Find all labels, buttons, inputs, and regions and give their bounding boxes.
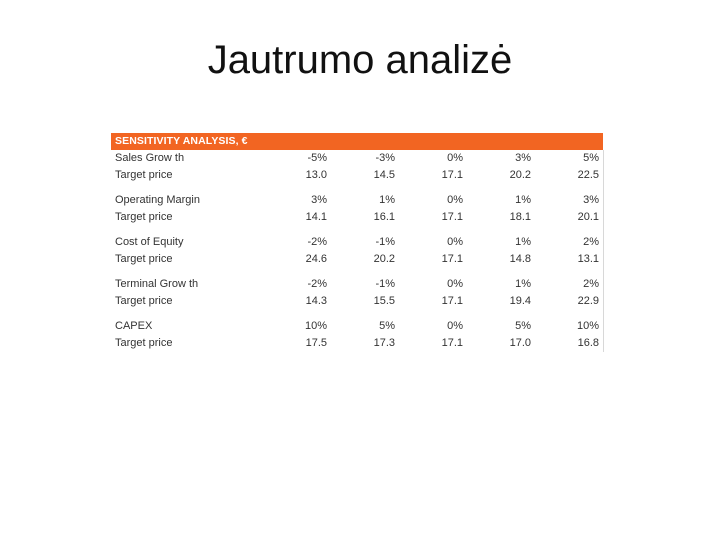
table-row: [111, 293, 603, 310]
sensitivity-grid: [111, 150, 603, 352]
target-price-cell: 22.5: [577, 169, 599, 181]
target-price-cell: 20.2: [373, 253, 395, 265]
sensitivity-table: [111, 133, 603, 352]
target-price-label: Target price: [115, 211, 173, 223]
table-row: [111, 335, 603, 352]
driver-value-cell: 3%: [515, 152, 531, 164]
table-header: SENSITIVITY ANALYSIS, €: [111, 133, 603, 150]
target-price-cell: 14.8: [509, 253, 531, 265]
driver-value-cell: 0%: [447, 320, 463, 332]
driver-value-cell: 2%: [583, 278, 599, 290]
target-price-cell: 20.2: [509, 169, 531, 181]
driver-label: Operating Margin: [115, 194, 200, 206]
driver-value-cell: -2%: [307, 236, 327, 248]
driver-value-cell: 0%: [447, 236, 463, 248]
target-price-cell: 13.0: [305, 169, 327, 181]
driver-label: Sales Grow th: [115, 152, 185, 164]
table-row: [111, 268, 603, 293]
driver-value-cell: 3%: [583, 194, 599, 206]
driver-value-cell: 3%: [311, 194, 327, 206]
table-edge-divider: [603, 150, 604, 352]
target-price-label: Target price: [115, 295, 173, 307]
target-price-cell: 22.9: [577, 295, 599, 307]
target-price-cell: 17.1: [441, 295, 463, 307]
driver-value-cell: 1%: [379, 194, 395, 206]
target-price-cell: 14.5: [373, 169, 395, 181]
table-row: [111, 310, 603, 335]
target-price-cell: 14.1: [305, 211, 327, 223]
target-price-cell: 17.3: [373, 337, 395, 349]
driver-value-cell: 5%: [379, 320, 395, 332]
driver-value-cell: 0%: [447, 194, 463, 206]
driver-value-cell: 5%: [583, 152, 599, 164]
driver-value-cell: 10%: [304, 320, 327, 332]
target-price-cell: 17.1: [441, 337, 463, 349]
target-price-cell: 17.1: [441, 211, 463, 223]
driver-value-cell: 10%: [576, 320, 599, 332]
slide-title: Jautrumo analizė: [207, 38, 513, 82]
driver-value-cell: 0%: [447, 278, 463, 290]
target-price-cell: 16.8: [577, 337, 599, 349]
driver-value-cell: 1%: [515, 236, 531, 248]
target-price-label: Target price: [115, 253, 173, 265]
target-price-cell: 20.1: [577, 211, 599, 223]
driver-label: Cost of Equity: [115, 236, 184, 248]
driver-label: Terminal Grow th: [115, 278, 199, 290]
driver-value-cell: -5%: [307, 152, 327, 164]
driver-value-cell: -1%: [375, 278, 395, 290]
table-row: [111, 226, 603, 251]
target-price-label: Target price: [115, 337, 173, 349]
driver-value-cell: 1%: [515, 194, 531, 206]
target-price-cell: 17.0: [509, 337, 531, 349]
target-price-cell: 13.1: [577, 253, 599, 265]
target-price-cell: 17.1: [441, 169, 463, 181]
target-price-cell: 16.1: [373, 211, 395, 223]
table-row: [111, 251, 603, 268]
driver-value-cell: 2%: [583, 236, 599, 248]
table-row: [111, 209, 603, 226]
target-price-cell: 17.5: [305, 337, 327, 349]
driver-value-cell: 5%: [515, 320, 531, 332]
target-price-label: Target price: [115, 169, 173, 181]
target-price-cell: 14.3: [305, 295, 327, 307]
driver-value-cell: -3%: [375, 152, 395, 164]
target-price-cell: 15.5: [373, 295, 395, 307]
target-price-cell: 17.1: [441, 253, 463, 265]
table-row: [111, 150, 603, 167]
driver-value-cell: -2%: [307, 278, 327, 290]
target-price-cell: 19.4: [509, 295, 531, 307]
target-price-cell: 18.1: [509, 211, 531, 223]
driver-value-cell: -1%: [375, 236, 395, 248]
target-price-cell: 24.6: [305, 253, 327, 265]
table-row: [111, 167, 603, 184]
driver-label: CAPEX: [115, 320, 153, 332]
driver-value-cell: 1%: [515, 278, 531, 290]
table-row: [111, 184, 603, 209]
driver-value-cell: 0%: [447, 152, 463, 164]
